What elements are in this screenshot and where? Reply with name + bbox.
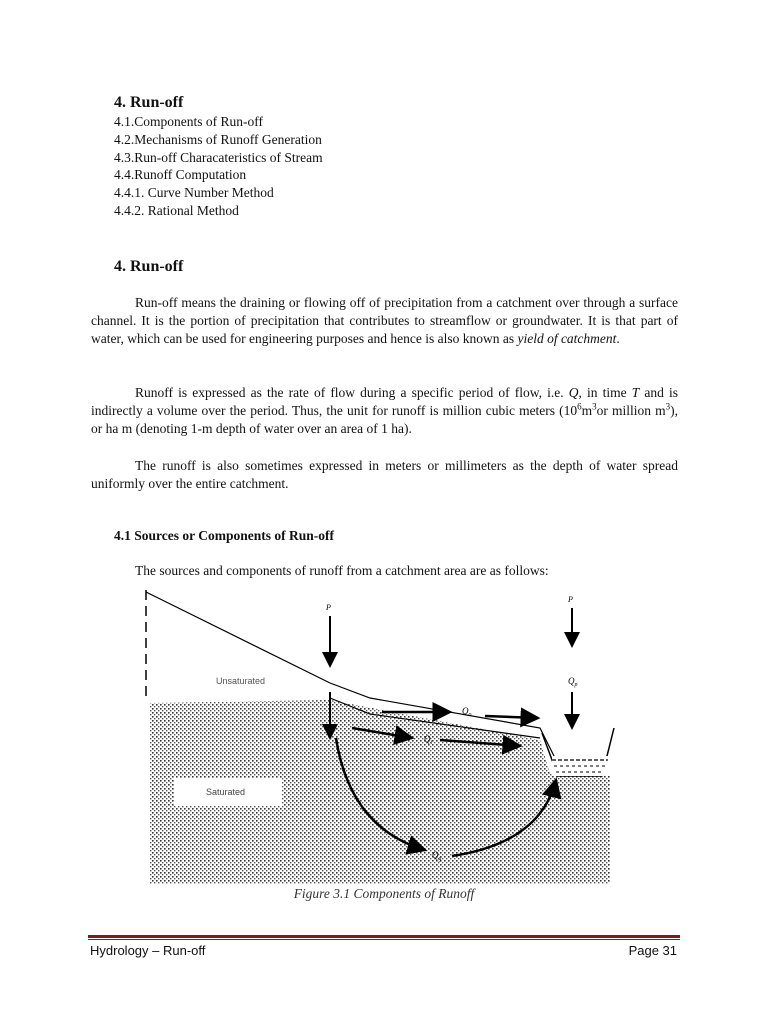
unsaturated-label: Unsaturated bbox=[216, 676, 266, 686]
p2-text-e: or million m bbox=[596, 403, 666, 418]
toc-item: 4.2.Mechanisms of Runoff Generation bbox=[114, 131, 322, 147]
ground-surface-line bbox=[146, 592, 330, 683]
overland-flow-arrow-2 bbox=[485, 716, 538, 718]
saturated-label: Saturated bbox=[206, 787, 246, 797]
p2-text-a: Runoff is expressed as the rate of flow during a specific period of flow, i.e. bbox=[135, 385, 569, 400]
p1-italic: yield of catchment bbox=[517, 331, 617, 346]
p2-text-f: ), or ha m (denoting 1-m depth of water over an area of 1 ha). bbox=[91, 403, 678, 436]
p3-text: The runoff is also sometimes expressed in meters or millimeters as the depth of water spread uniformly over the entire catchment. bbox=[91, 458, 678, 491]
precip-label-left: P bbox=[326, 603, 331, 612]
p2-text-d: m bbox=[581, 403, 593, 418]
p2-sup-1: 6 bbox=[577, 401, 582, 412]
toc-item: 4.4.Runoff Computation bbox=[114, 167, 247, 183]
page-number: Page 31 bbox=[628, 943, 677, 958]
figure-caption: Figure 3.1 Components of Runoff bbox=[293, 886, 475, 901]
precip-label-right: P bbox=[568, 595, 573, 604]
footer-rule-thin bbox=[88, 939, 680, 940]
footer-title: Hydrology – Run-off bbox=[90, 943, 206, 958]
p2-text-b: , in time bbox=[578, 385, 632, 400]
p2-symbol-q: Q bbox=[568, 385, 579, 400]
paragraph-units bbox=[91, 384, 678, 438]
p2-sup-2: 3 bbox=[592, 401, 597, 412]
p2-symbol-t: T bbox=[631, 385, 640, 400]
p1-text: Run-off means the draining or flowing off of precipitation from a catchment over through a surface channel. It is the portion of precipitation that contributes to streamflow or groundwater. It is that part of water, which can be used for engineering purposes and hence is also known as bbox=[91, 295, 678, 346]
toc-item: 4.1.Components of Run-off bbox=[114, 114, 263, 129]
qp-label: $Q_p$ bbox=[568, 676, 578, 688]
toc-heading: 4. Run-off bbox=[114, 94, 184, 111]
section-heading: 4. Run-off bbox=[114, 258, 184, 275]
qi-label: $Q_i$ bbox=[424, 734, 433, 746]
paragraph-definition bbox=[91, 294, 678, 348]
p2-text-c: and is indirectly a volume over the period. Thus, the unit for runoff is million cubic meters (10 bbox=[91, 385, 678, 418]
p2-sup-3: 3 bbox=[665, 401, 671, 412]
toc-item: 4.4.2. Rational Method bbox=[114, 202, 239, 218]
toc-item: 4.4.1. Curve Number Method bbox=[114, 185, 274, 201]
runoff-components-figure bbox=[140, 588, 620, 888]
paragraph-depth bbox=[91, 457, 678, 493]
table-of-contents bbox=[114, 113, 323, 220]
footer-rule-thick bbox=[88, 935, 680, 938]
p1-end: . bbox=[616, 331, 620, 346]
subsection-heading: 4.1 Sources or Components of Run-off bbox=[114, 528, 335, 543]
toc-item: 4.3.Run-off Characateristics of Stream bbox=[114, 149, 323, 165]
qo-label: $Q_o$ bbox=[462, 706, 472, 718]
subsection-intro: The sources and components of runoff from a catchment area are as follows: bbox=[135, 563, 549, 578]
qg-label: $Q_g$ bbox=[432, 850, 442, 862]
